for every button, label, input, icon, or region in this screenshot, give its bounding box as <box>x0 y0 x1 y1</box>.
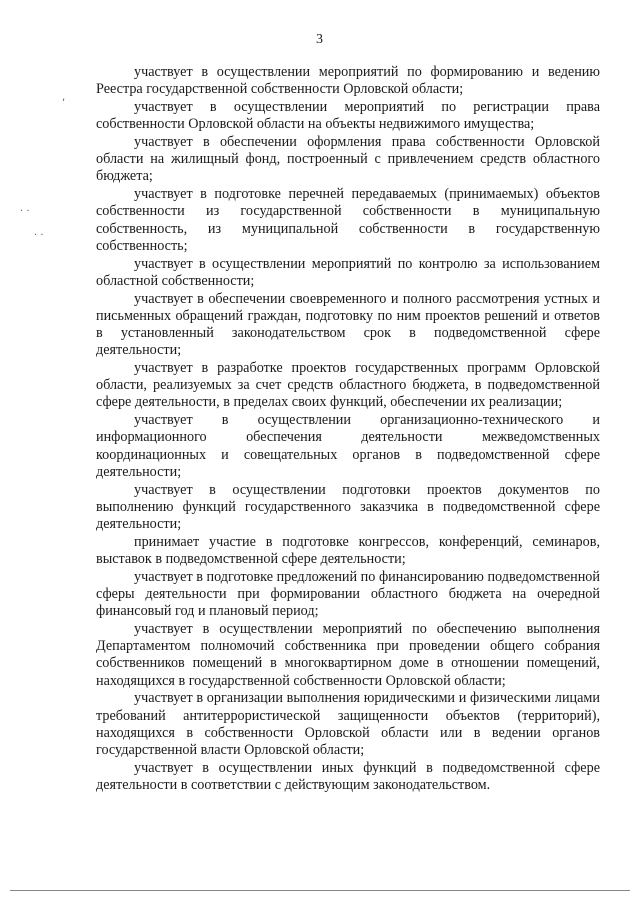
paragraph: участвует в осуществлении иных функций в подведомственной сфере деятельности в соответствии с действующим законодательством. <box>96 759 600 794</box>
margin-mark: · · <box>34 230 44 241</box>
paragraph: участвует в подготовке перечней передаваемых (принимаемых) объектов собственности из государственной собственности в муниципальную собственность, из муниципальной собственности в государственную собственность; <box>96 186 600 254</box>
margin-mark: · · <box>20 206 30 217</box>
paragraph: участвует в осуществлении мероприятий по формированию и ведению Реестра государственной собственности Орловской области; <box>96 64 600 98</box>
paragraph: участвует в осуществлении мероприятий по контролю за использованием областной собственности; <box>96 255 600 289</box>
paragraph: участвует в обеспечении оформления права собственности Орловской области на жилищный фонд, построенный с привлечением средств областного бюджета; <box>96 134 600 185</box>
paragraph: принимает участие в подготовке конгрессов, конференций, семинаров, выставок в подведомственной сфере деятельности; <box>96 533 600 568</box>
margin-mark: , <box>62 92 66 103</box>
page-number: 3 <box>316 32 323 47</box>
paragraph: участвует в осуществлении организационно-технического и информационного обеспечения деятельности межведомственных координационных и совещательных органов в подведомственной сфере деятельности; <box>96 412 600 480</box>
paragraph: участвует в подготовке предложений по финансированию подведомственной сферы деятельности при формировании областного бюджета на очередной финансовый год и плановый период; <box>96 568 600 620</box>
paragraph: участвует в осуществлении подготовки проектов документов по выполнению функций государственного заказчика в подведомственной сфере деятельности; <box>96 481 600 533</box>
page-bottom-edge <box>10 890 630 891</box>
paragraph: участвует в обеспечении своевременного и полного рассмотрения устных и письменных обращений граждан, подготовку по ним проектов решений и ответов в установленный законодательством срок в подведомственной сфере деятельности; <box>96 290 600 359</box>
paragraph: участвует в разработке проектов государственных программ Орловской области, реализуемых за счет средств областного бюджета, в подведомственной сфере деятельности, в пределах своих функций, обеспечении их реализации; <box>96 360 600 411</box>
document-body <box>96 64 600 795</box>
paragraph: участвует в осуществлении мероприятий по регистрации права собственности Орловской области на объекты недвижимого имущества; <box>96 99 600 133</box>
paragraph: участвует в организации выполнения юридическими и физическими лицами требований антитеррористической защищенности объектов (территорий), находящихся в собственности Орловской области или в ведении органов государственной власти Орловской области; <box>96 690 600 759</box>
paragraph: участвует в осуществлении мероприятий по обеспечению выполнения Департаментом полномочий собственника при проведении общего собрания собственников помещений в многоквартирном доме в отношении помещений, находящихся в государственной собственности Орловской области; <box>96 621 600 689</box>
